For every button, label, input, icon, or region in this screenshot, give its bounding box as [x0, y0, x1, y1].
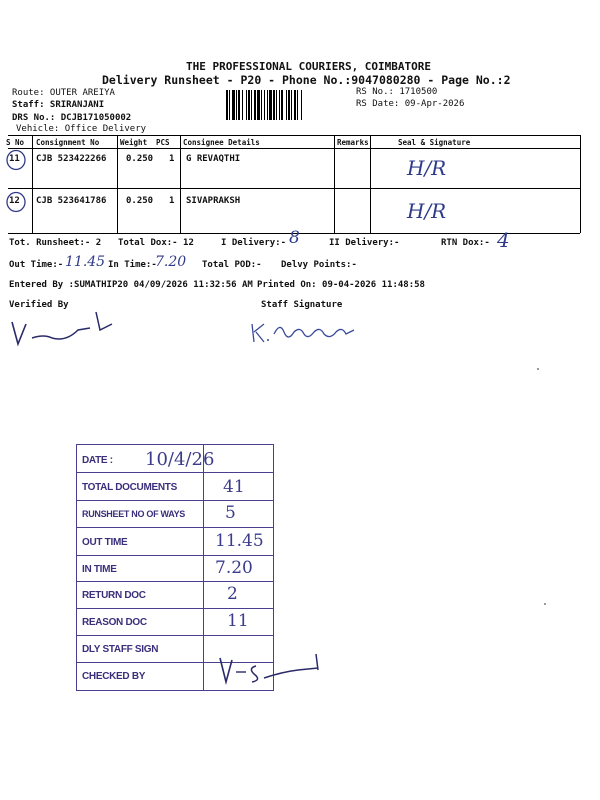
- i-delivery-label: I Delivery:-: [221, 238, 287, 248]
- stamp-label-dly-staff-sign: DLY STAFF SIGN: [82, 644, 159, 655]
- col-header-pcs: PCS: [156, 138, 170, 147]
- checked-by-signature: [212, 648, 332, 688]
- col-header-seal: Seal & Signature: [398, 138, 471, 147]
- row-consignment: CJB 523641786: [36, 196, 107, 206]
- total-dox: Total Dox:- 12: [118, 238, 194, 248]
- stamp-label-total-documents: TOTAL DOCUMENTS: [82, 482, 177, 493]
- stamp-value-runsheet: 5: [225, 503, 236, 523]
- col-header-consignee: Consignee Details: [183, 138, 260, 147]
- ii-delivery-label: II Delivery:-: [329, 238, 400, 248]
- stamp-value-date: 10/4/26: [145, 449, 215, 470]
- stamp-value-return-doc: 2: [227, 584, 238, 604]
- stamp-label-checked-by: CHECKED BY: [82, 671, 146, 682]
- col-header-remarks: Remarks: [337, 138, 369, 147]
- verified-by-label: Verified By: [9, 300, 69, 310]
- row-consignee: SIVAPRAKSH: [186, 196, 241, 206]
- row-weight: 0.250: [126, 154, 154, 164]
- entered-by: Entered By :SUMATHIP20 04/09/2026 11:32:56 AM: [9, 280, 253, 290]
- col-header-sno: S No: [6, 138, 25, 147]
- row-weight: 0.250: [126, 196, 154, 206]
- company-name: THE PROFESSIONAL COURIERS, COIMBATORE: [186, 60, 432, 73]
- row-seal-handwritten: H/R: [407, 156, 447, 180]
- out-time-handwritten: 11.45: [65, 254, 106, 270]
- stamp-label-in-time: IN TIME: [82, 564, 117, 575]
- rtn-dox-label: RTN Dox:-: [441, 238, 490, 248]
- stamp-label-return-doc: RETURN DOC: [82, 590, 146, 601]
- runsheet-title: Delivery Runsheet - P20 - Phone No.:9047080280 - Page No.:2: [102, 73, 511, 87]
- stamp-value-total-documents: 41: [223, 477, 245, 497]
- rs-number: RS No.: 1710500: [356, 87, 438, 97]
- stamp-label-out-time: OUT TIME: [82, 537, 128, 548]
- rs-date: RS Date: 09-Apr-2026: [356, 99, 465, 109]
- staff-signature-label: Staff Signature: [261, 300, 343, 310]
- total-pod-label: Total POD:-: [202, 260, 262, 270]
- rtn-dox-handwritten: 4: [497, 228, 510, 252]
- scan-speck: [537, 368, 539, 370]
- stamp-value-out-time: 11.45: [215, 531, 264, 551]
- total-runsheet: Tot. Runsheet:- 2: [9, 238, 102, 248]
- stamp-value-in-time: 7.20: [215, 558, 253, 578]
- scan-speck: [544, 603, 546, 605]
- row-pcs: 1: [169, 196, 175, 206]
- in-time-handwritten: 7.20: [155, 254, 187, 270]
- col-header-weight: Weight: [120, 138, 148, 147]
- stamp-label-runsheet: RUNSHEET NO OF WAYS: [82, 509, 185, 519]
- in-time-label: In Time:-: [108, 260, 157, 270]
- stamp-label-date: DATE :: [82, 455, 113, 466]
- row-sno: 11: [9, 154, 20, 164]
- printed-on: Printed On: 09-04-2026 11:48:58: [257, 280, 425, 290]
- delvy-points-label: Delvy Points:-: [281, 260, 357, 270]
- col-header-consignment: Consignment No: [36, 138, 100, 147]
- row-consignee: G REVAQTHI: [186, 154, 241, 164]
- out-time-label: Out Time:-: [9, 260, 64, 270]
- row-consignment: CJB 523422266: [36, 154, 107, 164]
- row-pcs: 1: [169, 154, 175, 164]
- staff-label: Staff: SRIRANJANI: [12, 100, 105, 110]
- barcode-bar: [302, 90, 304, 120]
- route-label: Route: OUTER AREIYA: [12, 88, 115, 98]
- i-delivery-handwritten: 8: [289, 228, 300, 248]
- stamp-label-reason-doc: REASON DOC: [82, 617, 147, 628]
- row-sno: 12: [9, 196, 20, 206]
- drs-number: DRS No.: DCJB171050002: [12, 113, 132, 123]
- barcode: [226, 90, 352, 120]
- verified-signature: [8, 308, 118, 350]
- row-seal-handwritten: H/R: [407, 199, 447, 223]
- stamp-value-reason-doc: 11: [227, 611, 249, 631]
- staff-signature: [248, 318, 368, 346]
- vehicle-label: Vehicle: Office Delivery: [16, 124, 147, 134]
